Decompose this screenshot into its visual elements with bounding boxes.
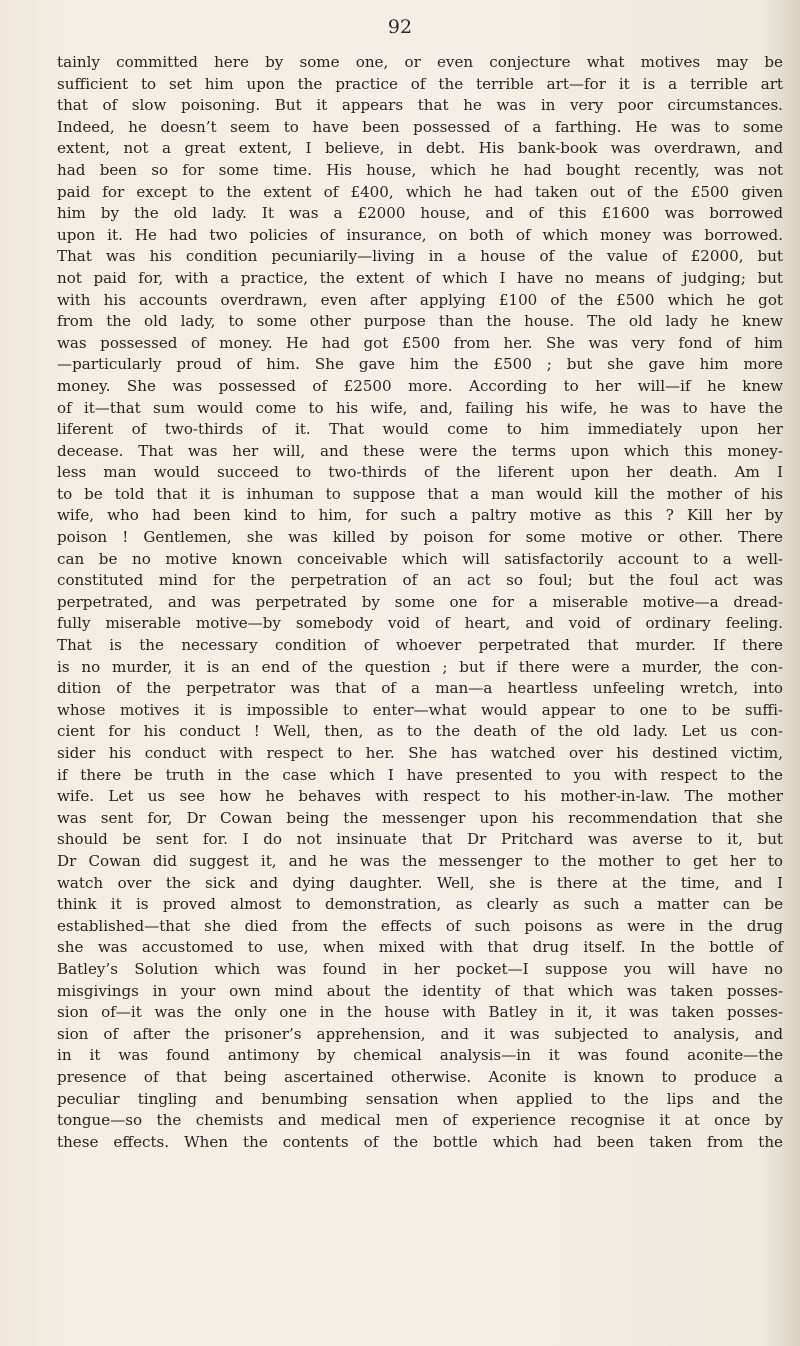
text-line: presence of that being ascertained otherwise. Aconite is known to produce a xyxy=(57,1067,783,1086)
text-line: Indeed, he doesn’t seem to have been possessed of a farthing. He was to some xyxy=(57,117,783,136)
text-line: peculiar tingling and benumbing sensation when applied to the lips and the xyxy=(57,1089,783,1108)
text-line: she was accustomed to use, when mixed with that drug itself. In the bottle of xyxy=(57,938,783,957)
text-line: cient for his conduct ! Well, then, as to the death of the old lady. Let us con- xyxy=(57,722,783,741)
text-line: perpetrated, and was perpetrated by some one for a miserable motive—a dread- xyxy=(57,592,783,611)
text-line: of it—that sum would come to his wife, and, failing his wife, he was to have the xyxy=(57,398,783,417)
text-line: was sent for, Dr Cowan being the messenger upon his recommendation that she xyxy=(57,808,783,827)
text-line: decease. That was her will, and these were the terms upon which this money- xyxy=(57,441,783,460)
text-line: not paid for, with a practice, the extent of which I have no means of judging; but xyxy=(57,268,783,287)
text-line: if there be truth in the case which I have presented to you with respect to the xyxy=(57,765,783,784)
text-line: sion of after the prisoner’s apprehension, and it was subjected to analysis, and xyxy=(57,1024,783,1043)
text-line: Dr Cowan did suggest it, and he was the messenger to the mother to get her to xyxy=(57,851,783,870)
text-line: wife, who had been kind to him, for such a paltry motive as this ? Kill her by xyxy=(57,506,783,525)
text-line: tainly committed here by some one, or even conjecture what motives may be xyxy=(57,53,783,71)
text-line: fully miserable motive—by somebody void of heart, and void of ordinary feeling. xyxy=(57,614,783,633)
text-line: him by the old lady. It was a £2000 house, and of this £1600 was borrowed xyxy=(57,204,783,223)
text-line: established—that she died from the effects of such poisons as were in the drug xyxy=(57,916,783,935)
text-line: wife. Let us see how he behaves with respect to his mother-in-law. The mother xyxy=(57,787,783,806)
text-line: That is the necessary condition of whoever perpetrated that murder. If there xyxy=(57,636,783,655)
text-line: think it is proved almost to demonstration, as clearly as such a matter can be xyxy=(57,895,783,914)
text-line: paid for except to the extent of £400, which he had taken out of the £500 given xyxy=(57,182,783,201)
text-line: can be no motive known conceivable which will satisfactorily account to a well- xyxy=(57,549,783,568)
text-line: dition of the perpetrator was that of a man—a heartless unfeeling wretch, into xyxy=(57,679,783,698)
text-line: Batley’s Solution which was found in her pocket—I suppose you will have no xyxy=(57,959,783,978)
text-line: sion of—it was the only one in the house with Batley in it, it was taken posses- xyxy=(57,1003,783,1022)
text-line: That was his condition pecuniarily—living in a house of the value of £2000, but xyxy=(57,247,783,266)
text-line: with his accounts overdrawn, even after applying £100 of the £500 which he got xyxy=(57,290,783,309)
text-line: money. She was possessed of £2500 more. According to her will—if he knew xyxy=(57,376,783,395)
text-line: less man would succeed to two-thirds of the liferent upon her death. Am I xyxy=(57,463,783,482)
text-line: to be told that it is inhuman to suppose that a man would kill the mother of his xyxy=(57,484,783,503)
text-line: was possessed of money. He had got £500 from her. She was very fond of him xyxy=(57,333,783,352)
text-line: sufficient to set him upon the practice of the terrible art—for it is a terrible art xyxy=(57,74,783,93)
page-number: 92 xyxy=(387,16,413,38)
text-line: whose motives it is impossible to enter—what would appear to one to be suffi- xyxy=(57,700,783,719)
text-line: extent, not a great extent, I believe, in debt. His bank-book was overdrawn, and xyxy=(57,139,783,158)
text-line: these effects. When the contents of the bottle which had been taken from the xyxy=(57,1132,783,1151)
text-line: liferent of two-thirds of it. That would come to him immediately upon her xyxy=(57,420,783,439)
text-line: should be sent for. I do not insinuate that Dr Pritchard was averse to it, but xyxy=(57,830,783,849)
text-line: poison ! Gentlemen, she was killed by poison for some motive or other. There xyxy=(57,528,783,547)
text-line: upon it. He had two policies of insurance, on both of which money was borrowed. xyxy=(57,225,783,244)
text-line: had been so for some time. His house, which he had bought recently, was not xyxy=(57,160,783,179)
text-line: that of slow poisoning. But it appears that he was in very poor circumstances. xyxy=(57,96,783,115)
text-line: —particularly proud of him. She gave him the £500 ; but she gave him more xyxy=(57,355,783,374)
text-line: misgivings in your own mind about the identity of that which was taken posses- xyxy=(57,981,783,1000)
body-text xyxy=(57,52,783,1153)
text-line: constituted mind for the perpetration of an act so foul; but the foul act was xyxy=(57,571,783,590)
text-line: sider his conduct with respect to her. She has watched over his destined victim, xyxy=(57,744,783,762)
text-line: is no murder, it is an end of the question ; but if there were a murder, the con- xyxy=(57,657,783,676)
text-line: in it was found antimony by chemical analysis—in it was found aconite—the xyxy=(57,1046,783,1065)
text-line: from the old lady, to some other purpose than the house. The old lady he knew xyxy=(57,312,783,331)
text-line: tongue—so the chemists and medical men of experience recognise it at once by xyxy=(57,1111,783,1130)
text-line: watch over the sick and dying daughter. Well, she is there at the time, and I xyxy=(57,873,783,892)
